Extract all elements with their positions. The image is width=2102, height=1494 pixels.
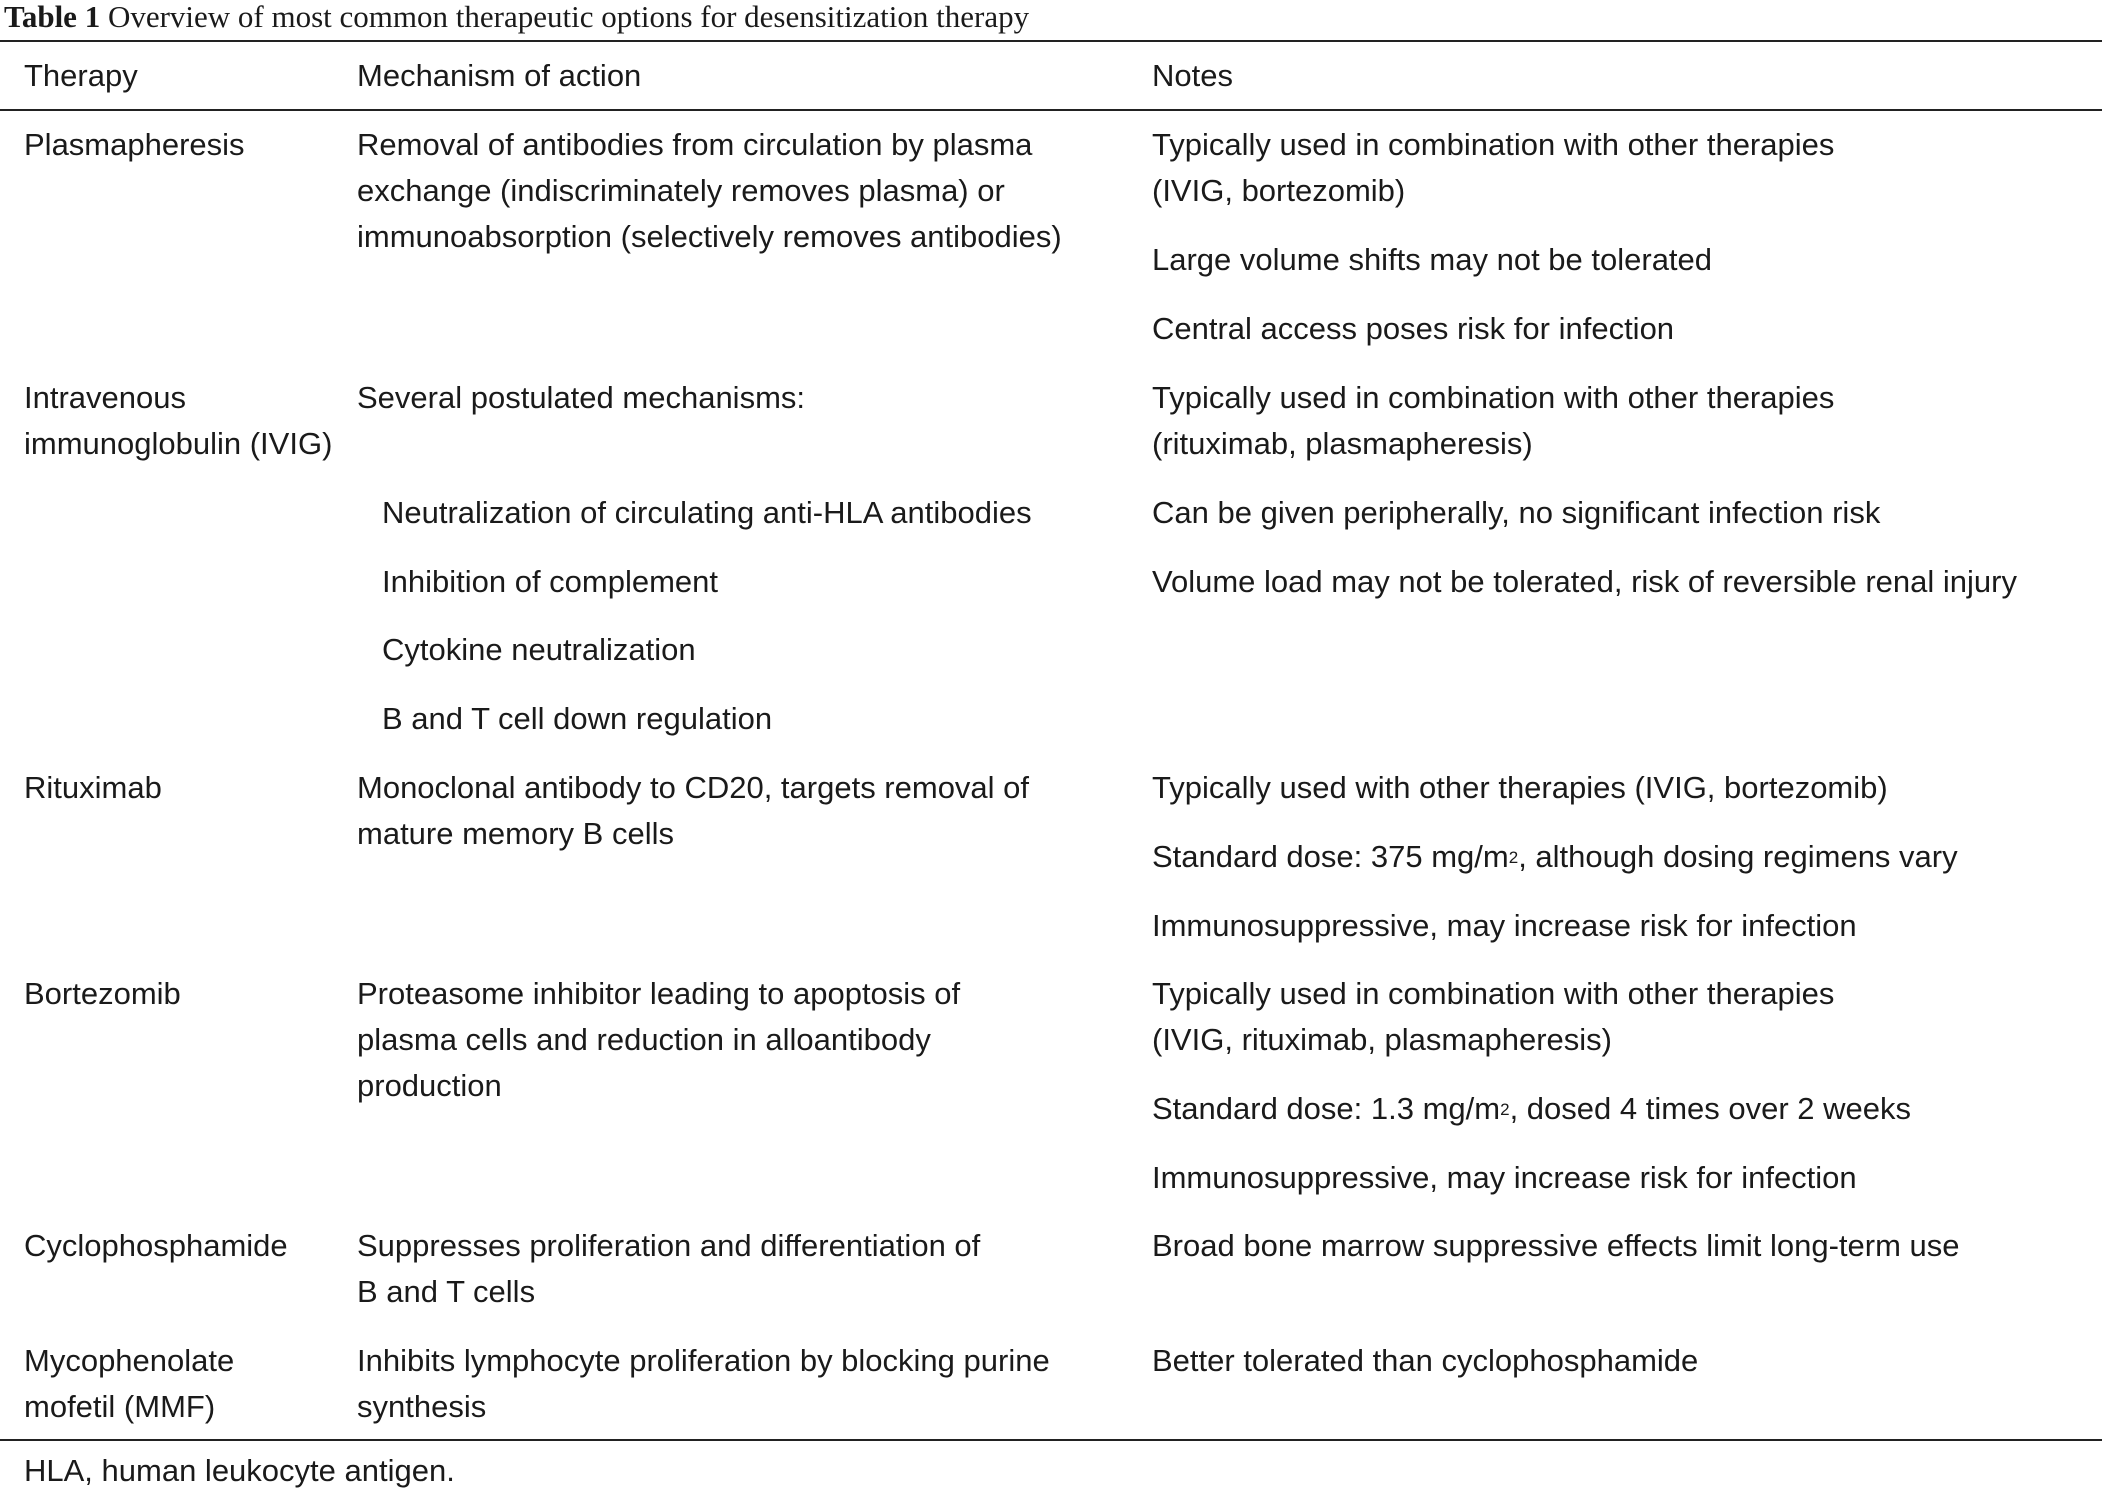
therapy-cell: Bortezomib <box>24 976 181 1011</box>
mechanism-cell: Inhibits lymphocyte proliferation by blocking purine <box>357 1343 1050 1378</box>
dose-text: , although dosing regimens vary <box>1518 839 1958 874</box>
header-therapy: Therapy <box>24 58 138 93</box>
dose-text: Standard dose: 1.3 mg/m <box>1152 1091 1501 1126</box>
table-caption-text: Overview of most common therapeutic options for desensitization therapy <box>107 0 1030 34</box>
header-notes: Notes <box>1152 58 1233 93</box>
notes-cell: Typically used in combination with other therapies <box>1152 127 1835 162</box>
table-footnote: HLA, human leukocyte antigen. <box>24 1453 455 1488</box>
mechanism-item: Cytokine neutralization <box>382 632 696 667</box>
therapy-cell: immunoglobulin (IVIG) <box>24 426 333 461</box>
notes-cell: Typically used in combination with other therapies <box>1152 976 1835 1011</box>
dose-text: Standard dose: 375 mg/m <box>1152 839 1509 874</box>
notes-cell: Large volume shifts may not be tolerated <box>1152 242 1713 277</box>
therapy-cell: mofetil (MMF) <box>24 1389 216 1424</box>
header-mechanism: Mechanism of action <box>357 58 642 93</box>
mechanism-cell: exchange (indiscriminately removes plasma) or <box>357 173 1005 208</box>
mechanism-cell: synthesis <box>357 1389 487 1424</box>
notes-cell: Volume load may not be tolerated, risk of reversible renal injury <box>1152 564 2017 599</box>
notes-cell: Can be given peripherally, no significant infection risk <box>1152 495 1881 530</box>
notes-cell: (IVIG, rituximab, plasmapheresis) <box>1152 1022 1612 1057</box>
table-header-rule <box>0 109 2102 111</box>
mechanism-item: Neutralization of circulating anti-HLA antibodies <box>382 495 1032 530</box>
therapy-cell: Cyclophosphamide <box>24 1228 288 1263</box>
mechanism-cell: Monoclonal antibody to CD20, targets removal of <box>357 770 1030 805</box>
therapy-cell: Rituximab <box>24 770 162 805</box>
mechanism-item: Inhibition of complement <box>382 564 719 599</box>
mechanism-cell: production <box>357 1068 502 1103</box>
dose-superscript: 2 <box>1500 1100 1510 1119</box>
table-top-rule <box>0 40 2102 42</box>
notes-cell: (IVIG, bortezomib) <box>1152 173 1406 208</box>
notes-cell: Broad bone marrow suppressive effects limit long-term use <box>1152 1228 1960 1263</box>
notes-cell: Typically used with other therapies (IVIG, bortezomib) <box>1152 770 1888 805</box>
notes-cell: Central access poses risk for infection <box>1152 311 1675 346</box>
mechanism-cell: immunoabsorption (selectively removes antibodies) <box>357 219 1062 254</box>
notes-cell: (rituximab, plasmapheresis) <box>1152 426 1533 461</box>
notes-cell <box>1152 1086 1911 1132</box>
table-caption-label: Table 1 <box>4 0 101 34</box>
mechanism-cell: B and T cells <box>357 1274 536 1309</box>
dose-superscript: 2 <box>1508 848 1519 867</box>
notes-cell <box>1152 834 1958 880</box>
table-bottom-rule <box>0 1439 2102 1441</box>
mechanism-cell: plasma cells and reduction in alloantibody <box>357 1022 931 1057</box>
mechanism-cell: Proteasome inhibitor leading to apoptosis of <box>357 976 961 1011</box>
mechanism-cell: Suppresses proliferation and differentiation of <box>357 1228 981 1263</box>
notes-cell: Typically used in combination with other therapies <box>1152 380 1835 415</box>
table-caption <box>4 0 1029 38</box>
mechanism-item: B and T cell down regulation <box>382 701 773 736</box>
therapy-cell: Intravenous <box>24 380 186 415</box>
mechanism-cell: Several postulated mechanisms: <box>357 380 806 415</box>
dose-text: , dosed 4 times over 2 weeks <box>1509 1091 1912 1126</box>
mechanism-cell: mature memory B cells <box>357 816 674 851</box>
therapy-cell: Mycophenolate <box>24 1343 235 1378</box>
notes-cell: Immunosuppressive, may increase risk for infection <box>1152 1160 1857 1195</box>
mechanism-cell: Removal of antibodies from circulation by plasma <box>357 127 1033 162</box>
notes-cell: Better tolerated than cyclophosphamide <box>1152 1343 1699 1378</box>
therapy-cell: Plasmapheresis <box>24 127 245 162</box>
notes-cell: Immunosuppressive, may increase risk for infection <box>1152 908 1857 943</box>
